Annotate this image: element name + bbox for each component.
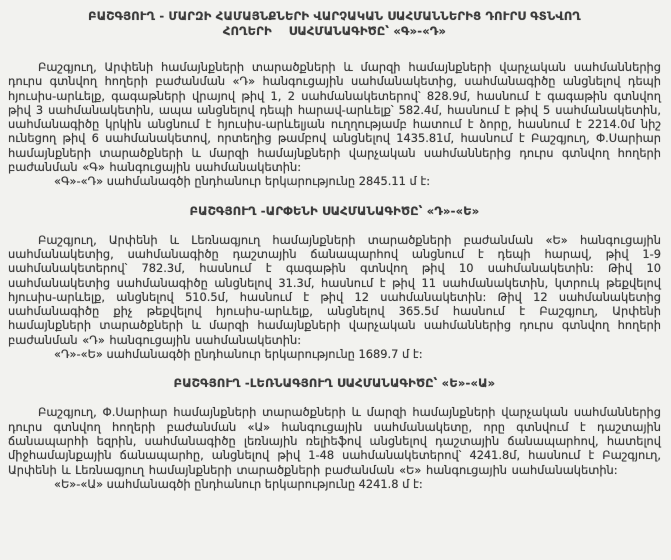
- boundary-length-e-a: «Ե»-«Ա» սահմանագծի ընդհանուր երկարությունը 4241.8 մ է:: [54, 476, 423, 491]
- section-heading-d-e: ԲԱՇԳՅՈՒՂ -ԱՐՓԵՆԻ ՍԱՀՄԱՆԱԳԻԾԸ՝ «Դ»-«Ե»: [189, 203, 480, 218]
- boundary-length-g-d: «Գ»-«Դ» սահմանագծի ընդհանուր երկարությունը 2845.11 մ է:: [54, 174, 431, 189]
- boundary-description-e-a: Բաշգյուղ, Փ.Սարիար համայնքների տարածքների և մարզի համայնքների վարչական սահմաններից դուրս գտնվող հողերի բաժանման «Ա» հանգուցային սահմանակետը, որը գտնվում է դաշտային ճանապարհի եզրին, սահմանագիծը լեռնային ռելիեֆով անցնելով դաշտային ճանապարհով, հատելով միջհամայնքային ճանապարհը, անցնելով թիվ 1-48 սահմանակետերով՝ 4241.8մ, հասնում է Բաշգյուղ, Արփենի և Լեռնագյուղ համայնքների տարածքների բաժանման «Ե» հանգուցային սահմանակետին:: [8, 405, 661, 477]
- boundary-description-g-d: Բաշգյուղ, Արփենի համայնքների տարածքների և մարզի համայնքների վարչական սահմաններից դուրս գտնվող հողերի բաժանման «Դ» հանգուցային սահմանակետից, սահմանագիծը անցնելով դեպի հյուսիս-արևելք, գագաթների վրայով թիվ 1, 2 սահմանակետերով՝ 828.9մ, հասնում է գագաթին գտնվող թիվ 3 սահմանակետին, ապա անցնելով դեպի հարավ-արևելք՝ 582.4մ, հասնում է թիվ 5 սահմանակետին, սահմանագիծը կրկին անցնում է հյուսիս-արևելյան ուղղությամբ հատում է ձորը, հասնում է 2214.0մ նիշ ունեցող թիվ 6 սահմանակետով, որտեղից թամբով անցնելով 1435.81մ, հասնում է Բաշգյուղ, Փ.Սարիար համայնքների տարածքների և մարզի համայնքների վարչական սահմաններից դուրս գտնվող հողերի բաժանման «Գ» հանգուցային սահմանակետին:: [8, 60, 661, 175]
- section-heading-e-a: ԲԱՇԳՅՈՒՂ -ԼԵՌՆԱԳՅՈՒՂ ՍԱՀՄԱՆԱԳԻԾԸ՝ «Ե»-«Ա»: [173, 376, 496, 391]
- boundary-length-d-e: «Դ»-«Ե» սահմանագծի ընդհանուր երկարությունը 1689.7 մ է:: [54, 347, 423, 362]
- document-title-line2: ՀՈՂԵՐԻ ՍԱՀՄԱՆԱԳԻԾԸ՝ «Գ»-«Դ»: [222, 24, 447, 38]
- document-title: [8, 9, 661, 39]
- document-title-line1: ԲԱՇԳՅՈՒՂ - ՄԱՐԶԻ ՀԱՄԱՅՆՔՆԵՐԻ ՎԱՐՉԱԿԱՆ ՍԱՀՄԱՆՆԵՐԻՑ ԴՈՒՐՍ ԳՏՆՎՈՂ: [88, 9, 581, 23]
- boundary-description-d-e: Բաշգյուղ, Արփենի և Լեռնագյուղ համայնքների տարածքների բաժանման «Ե» հանգուցային սահմանակետից, սահմանագիծը դաշտային ճանապարհով անցնում է դեպի հարավ, թիվ 1-9 սահմանակետերով՝ 782.3մ, հասնում է գագաթին գտնվող թիվ 10 սահմանակետին: Թիվ 10 սահմանակետից սահմանագիծը անցնելով 31.3մ, հասնում է թիվ 11 սահմանակետին, կտրուկ թեքվելով հյուսիս-արևելք, անցնելով 510.5մ, հասնում է թիվ 12 սահմանակետին: Թիվ 12 սահմանակետից սահմանագիծը քիչ թեքվելով հյուսիս-արևելք, անցնելով 365.5մ հասնում է Բաշգյուղ, Արփենի համայնքների տարածքների և մարզի համայնքների վարչական սահմաններից դուրս գտնվող հողերի բաժանման «Դ» հանգուցային սահմանակետին:: [8, 232, 661, 347]
